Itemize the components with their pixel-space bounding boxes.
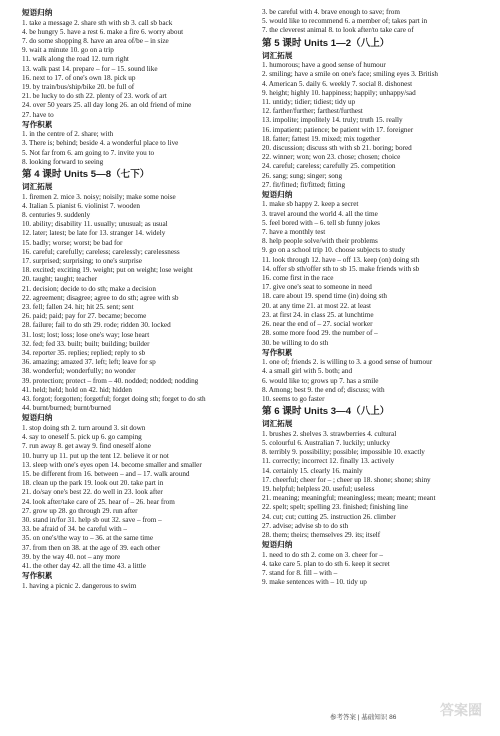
answer-line: 1. make sb happy 2. keep a secret (262, 200, 359, 209)
answer-line: 15. badly; worse; worst; be bad for (22, 238, 123, 247)
answer-line: 39. by the way 40. not – any more (22, 552, 121, 561)
answer-line: 4. Italian 5. pianist 6. violinist 7. wooden (22, 201, 140, 210)
answer-line: 7. the cleverest animal 8. to look after/to take care of (262, 26, 414, 35)
answer-line: 22. winner; won; won 23. chose; chosen; choice (262, 153, 401, 162)
answer-line: 4. a small girl with 5. both; and (262, 367, 353, 376)
answer-line: 17. cheerful; cheer for – ; cheer up 18. shone; shone; shiny (262, 475, 431, 484)
answer-line: 21. be lucky to do sth 22. plenty of 23. work of art (22, 92, 167, 101)
answer-line: 39. protection; protect – from – 40. nodded; nodded; nodding (22, 376, 199, 385)
answer-line: 19. by train/bus/ship/bike 20. be full of (22, 82, 135, 91)
answer-line: 11. correctly; incorrect 12. finally 13. actively (262, 457, 395, 466)
answer-line: 4. American 5. daily 6. weekly 7. social 8. dishonest (262, 79, 413, 88)
answer-line: 1. firemen 2. mice 3. noisy; noisily; make some noise (22, 192, 176, 201)
page-footer: 参考答案 | 基础知识 86 (330, 714, 397, 721)
answer-line: 13. impolite; impolitely 14. truly; truth 15. really (262, 116, 403, 125)
answer-line: 1. having a picnic 2. dangerous to swim (22, 581, 137, 590)
answer-line: 3. There is; behind; beside 4. a wonderful place to live (22, 139, 179, 148)
answer-line: 21. meaning; meaningful; meaningless; mean; meant; meant (262, 494, 436, 503)
answer-line: 10. seems to go faster (262, 395, 325, 404)
section-heading: 写作积累 (22, 119, 53, 129)
answer-line: 24. over 50 years 25. all day long 26. an old friend of mine (22, 101, 192, 110)
answer-line: 28. some more food 29. the number of – (262, 329, 378, 338)
answer-line: 8. terribly 9. possibility; possible; impossible 10. exactly (262, 448, 425, 457)
answer-line: 7. do some shopping 8. have an area of/be – in size (22, 36, 169, 45)
answer-line: 18. clean up the park 19. look out 20. take part in (22, 479, 164, 488)
answer-line: 16. come first in the race (262, 274, 334, 283)
answer-line: 1. humorous; have a good sense of humour (262, 61, 386, 70)
lesson-heading: 第 5 课时 Units 1—2（八上） (262, 37, 390, 49)
answer-line: 14. certainly 15. clearly 16. mainly (262, 466, 363, 475)
answer-line: 16. impatient; patience; be patient with 17. foreigner (262, 125, 414, 134)
answer-line: 21. do/say one's best 22. do well in 23. look after (22, 488, 163, 497)
answer-line: 1. in the centre of 2. share; with (22, 130, 114, 139)
answer-line: 12. later; latest; be late for 13. stranger 14. widely (22, 229, 166, 238)
answer-line: 1. one of; friends 2. is willing to 3. a good sense of humour (262, 358, 433, 367)
answer-line: 28. them; theirs; themselves 29. its; itself (262, 530, 381, 539)
answer-line: 8. help people solve/with their problems (262, 237, 378, 246)
answer-line: 26. near the end of – 27. social worker (262, 320, 373, 329)
answer-line: 4. take care 5. plan to do sth 6. keep it secret (262, 559, 390, 568)
answer-line: 41. the other day 42. all the time 43. a little (22, 561, 146, 570)
answer-line: 36. amazing; amazed 37. left; left; leave for sp (22, 358, 156, 367)
answer-line: 17. surprised; surprising; to one's surprise (22, 256, 142, 265)
answer-line: 33. be afraid of 34. be careful with – (22, 525, 127, 534)
answer-line: 24. cut; cut; cutting 25. instruction 26. climber (262, 512, 396, 521)
answer-line: 35. on one's/the way to – 36. at the same time (22, 534, 154, 543)
answer-line: 10. ability; disability 11. usually; unusual; as usual (22, 220, 168, 229)
answer-line: 4. be hungry 5. have a rest 6. make a fire 6. worry about (22, 27, 184, 36)
answer-line: 16. careful; carefully; careless; carelessly; carelessness (22, 247, 180, 256)
answer-line: 20. taught; taught; teacher (22, 275, 98, 284)
answer-line: 9. wait a minute 10. go on a trip (22, 46, 114, 55)
answer-line: 18. fatter; fattest 19. mixed; mix together (262, 134, 381, 143)
answer-line: 41. held; held; hold on 42. hid; hidden (22, 385, 132, 394)
answer-line: 20. discussion; discuss sth with sb 21. boring; bored (262, 143, 412, 152)
answer-line: 5. colourful 6. Australian 7. luckily; unlucky (262, 438, 390, 447)
answer-line: 11. walk along the road 12. turn right (22, 55, 129, 64)
answer-line: 15. be different from 16. between – and – 17. walk around (22, 469, 190, 478)
answer-line: 27. grow up 28. go through 29. run after (22, 506, 138, 515)
answer-line: 7. stand for 8. fill – with – (262, 569, 338, 578)
answer-line: 19. helpful; helpless 20. useful; useless (262, 484, 375, 493)
answer-line: 9. height; highly 10. happiness; happily; unhappy/sad (262, 88, 416, 97)
answer-line: 9. make sentences with – 10. tidy up (262, 578, 367, 587)
right-column (262, 8, 486, 587)
answer-line: 27. fit/fitted; fit/fitted; fitting (262, 180, 346, 189)
answer-line: 7. run away 8. get away 9. find oneself alone (22, 442, 151, 451)
answer-line: 22. agreement; disagree; agree to do sth; agree with sb (22, 293, 179, 302)
lesson-heading: 第 4 课时 Units 5—8（七下） (22, 169, 150, 181)
answer-line: 5. feel bored with – 6. tell sb funny jokes (262, 218, 380, 227)
answer-line: 6. would like to; grows up 7. has a smile (262, 376, 379, 385)
answer-line: 43. forgot; forgotten; forgetful; forget doing sth; forget to do sth (22, 395, 206, 404)
answer-line: 8. Among; best 9. the end of; discuss; with (262, 385, 385, 394)
answer-line: 22. spelt; spelt; spelling 23. finished; finishing line (262, 503, 408, 512)
section-heading: 词汇拓展 (262, 419, 293, 429)
answer-line: 8. looking forward to seeing (22, 157, 104, 166)
answer-line: 26. paid; paid; pay for 27. became; become (22, 312, 147, 321)
section-heading: 词汇拓展 (22, 182, 53, 192)
answer-line: 8. centuries 9. suddenly (22, 210, 91, 219)
answer-line: 1. brushes 2. shelves 3. strawberries 4. cultural (262, 429, 397, 438)
answer-line: 23. at first 24. in class 25. at lunchtime (262, 310, 374, 319)
answer-line: 23. fell; fallen 24. hit; hit 25. sent; sent (22, 302, 134, 311)
answer-line: 13. walk past 14. prepare – for – 15. sound like (22, 64, 158, 73)
answer-line: 26. sang; sung; singer; song (262, 171, 343, 180)
answer-line: 32. fed; fed 33. built; built; building; builder (22, 339, 150, 348)
answer-line: 11. look through 12. have – off 13. keep (on) doing sth (262, 255, 420, 264)
answer-line: 12. farther/further; farthest/furthest (262, 107, 363, 116)
answer-line: 31. lost; lost; loss; lose one's way; lose heart (22, 330, 150, 339)
answer-line: 37. from then on 38. at the age of 39. each other (22, 543, 161, 552)
answer-line: 21. decision; decide to do sth; make a decision (22, 284, 156, 293)
answer-line: 13. sleep with one's eyes open 14. become smaller and smaller (22, 460, 202, 469)
section-heading: 短语归纳 (22, 8, 53, 17)
answer-line: 24. careful; careless; carefully 25. competition (262, 162, 396, 171)
answer-line: 9. go on a school trip 10. choose subjects to study (262, 246, 405, 255)
answer-line: 7. have a monthly test (262, 228, 326, 237)
answer-line: 3. travel around the world 4. all the time (262, 209, 378, 218)
answer-line: 1. stop doing sth 2. turn around 3. sit down (22, 423, 146, 432)
answer-line: 28. failure; fail to do sth 29. rode; ridden 30. locked (22, 321, 171, 330)
answer-line: 27. advise; advise sb to do sth (262, 521, 349, 530)
answer-line: 18. excited; exciting 19. weight; put on weight; lose weight (22, 266, 193, 275)
watermark: 答案圈 (440, 702, 482, 718)
answer-line: 27. have to (22, 110, 54, 119)
answer-line: 38. wonderful; wonderfully; no wonder (22, 367, 136, 376)
answer-line: 11. untidy; tidier; tidiest; tidy up (262, 97, 356, 106)
answer-line: 2. smiling; have a smile on one's face; smiling eyes 3. British (262, 70, 438, 79)
answer-line: 5. Not far from 6. am going to 7. invite you to (22, 148, 155, 157)
answer-line: 30. be willing to do sth (262, 338, 329, 347)
answer-line: 10. hurry up 11. put up the tent 12. believe it or not (22, 451, 169, 460)
answer-line: 24. look after/take care of 25. hear of – 26. hear from (22, 497, 175, 506)
answer-line: 1. take a message 2. share sth with sb 3. call sb back (22, 18, 173, 27)
section-heading: 短语归纳 (22, 413, 53, 423)
answer-line: 4. say to oneself 5. pick up 6. go camping (22, 433, 142, 442)
answer-line: 20. at any time 21. at most 22. at least (262, 301, 371, 310)
answer-line: 14. offer sb sth/offer sth to sb 15. make friends with sb (262, 264, 420, 273)
answer-line: 34. reporter 35. replies; replied; reply to sb (22, 349, 146, 357)
left-column (22, 8, 246, 591)
answer-line: 5. would like to recommend 6. a member of; takes part in (262, 17, 428, 26)
answer-line: 1. need to do sth 2. come on 3. cheer for – (262, 550, 383, 559)
section-heading: 写作积累 (22, 571, 53, 581)
section-heading: 短语归纳 (262, 540, 293, 550)
section-heading: 写作积累 (262, 347, 293, 357)
section-heading: 短语归纳 (262, 189, 293, 199)
answer-line: 16. next to 17. of one's own 18. pick up (22, 73, 136, 82)
answer-line: 44. burnt/burned; burnt/burned (22, 404, 111, 413)
answer-line: 3. be careful with 4. brave enough to save; from (262, 8, 400, 16)
section-heading: 词汇拓展 (262, 50, 293, 60)
lesson-heading: 第 6 课时 Units 3—4（八上） (262, 406, 390, 418)
answer-line: 18. care about 19. spend time (in) doing sth (262, 292, 387, 301)
answer-line: 17. give one's seat to someone in need (262, 283, 372, 292)
answer-line: 30. stand in/for 31. help sb out 32. save – from – (22, 515, 162, 524)
